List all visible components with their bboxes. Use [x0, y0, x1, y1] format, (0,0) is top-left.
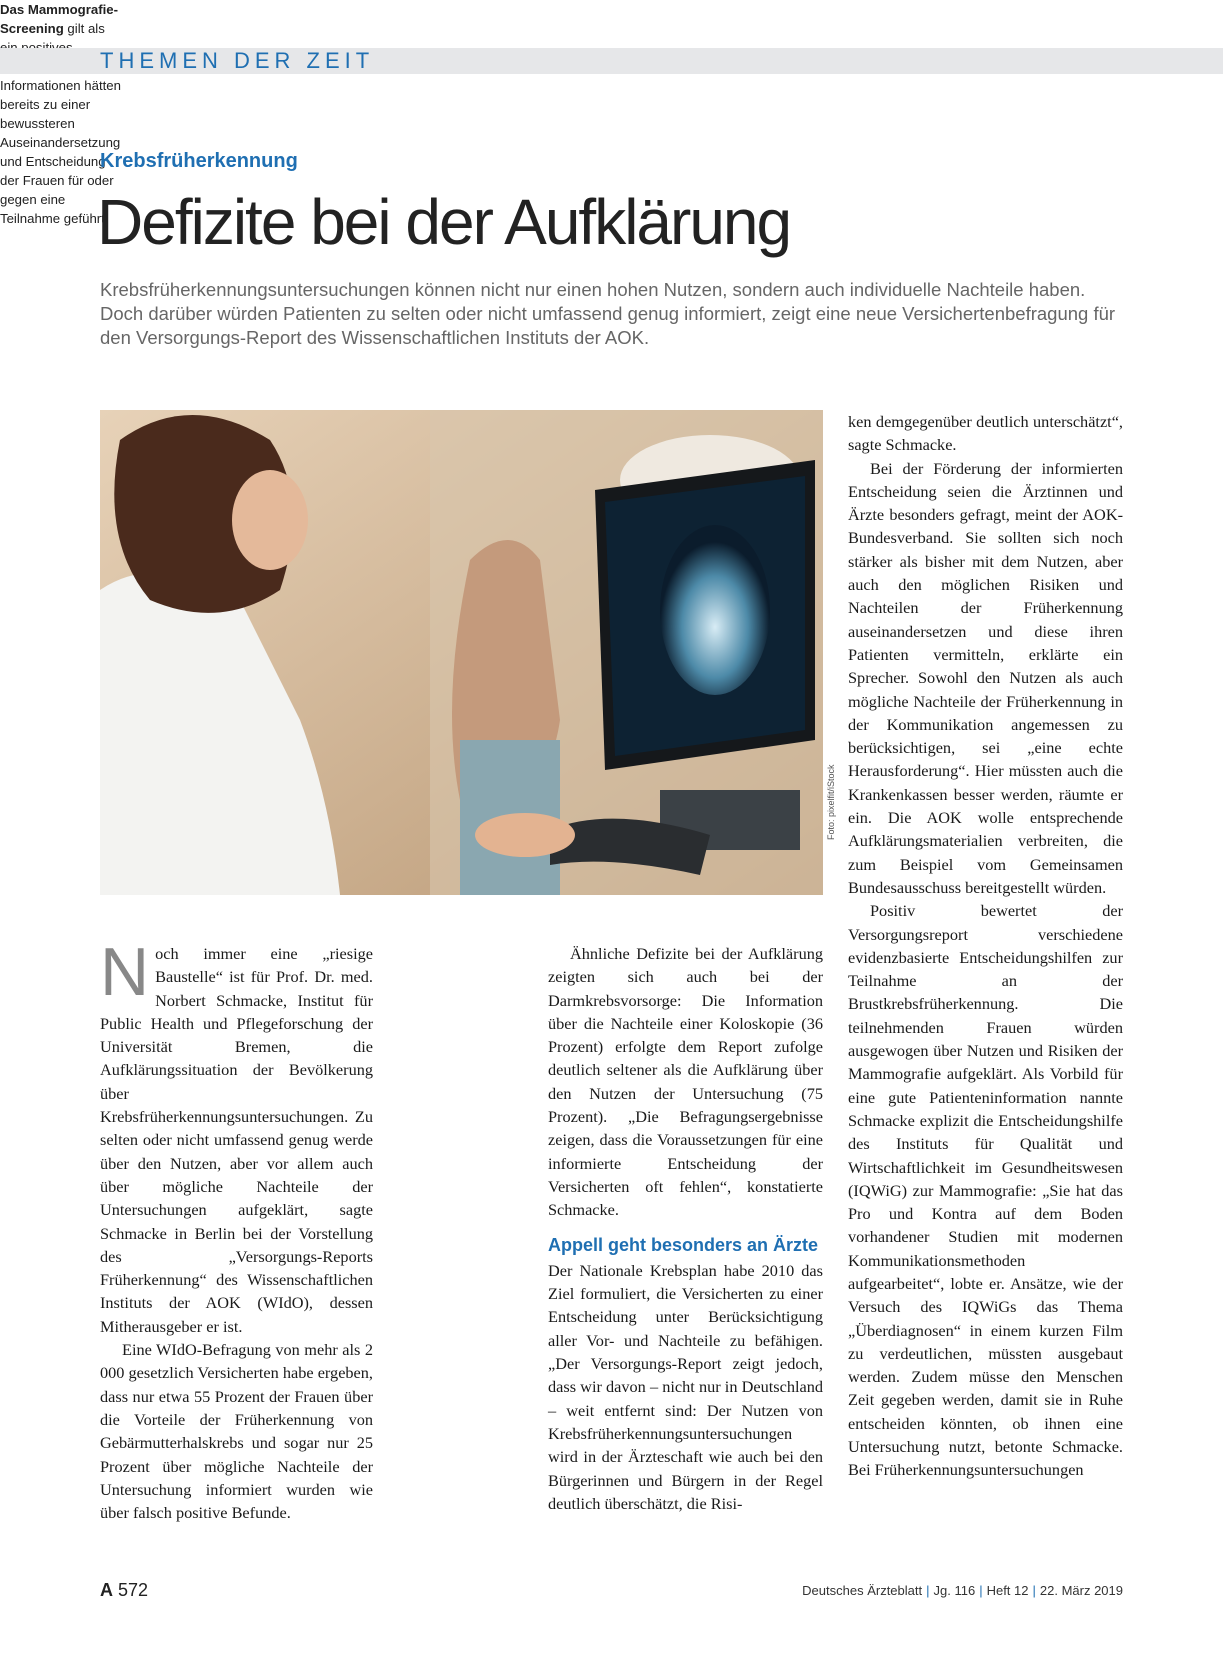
paragraph: Eine WIdO-Befragung von mehr als 2 000 gesetzlich Versicherten habe ergeben, dass nur etwa 55 Prozent der Frauen über die Vorteile der Früherkennung von Gebärmutterhalskrebs und sogar nur 25 Prozent über mögliche Nachteile der Untersuchung informiert wurden wie über falsch positive Befunde. — [100, 1340, 373, 1523]
caption-bold: Das Mammografie-Screening — [0, 2, 118, 36]
drop-cap: N — [100, 934, 150, 1010]
paragraph: Bei der Förderung der informierten Entscheidung seien die Ärztinnen und Ärzte besonders gefragt, meint der AOK-Bundesverband. Sie sollten sich noch stärker als bisher mit dem Nutzen, aber auch den möglichen Risiken und Nachteilen der Früherkennung auseinandersetzen und diese ihren Patienten vermitteln, erklärte ein Sprecher. Sowohl den Nutzen als auch mögliche Nachteile der Früherkennung in der Kommunikation angemessen zu berücksichtigen, sei „eine echte Herausforderung“. Hier müssten auch die Krankenkassen besser werden, räumte er ein. Die AOK wolle entsprechende Aufklärungsmaterialien verbreiten, die zum Beispiel vom Gemeinsamen Bundesausschuss bereitgestellt würden. — [848, 458, 1123, 897]
mammography-photo-illustration — [100, 410, 823, 895]
journal-issue: Heft 12 — [986, 1583, 1029, 1598]
paragraph: Der Nationale Krebsplan habe 2010 das Ziel formuliert, die Versicherten zu einer Entscheidung unter Berücksichtigung aller Vor- und Nachteile zu befähigen. „Der Versorgungs-Report zeigt jedoch, dass wir davon – nicht nur in Deutschland – weit entfernt sind: Der Nutzen von Krebsfrüherkennungsuntersuchungen wird in der Ärzteschaft wie auch bei den Bürgerinnen und Bürgern in der Regel deutlich überschätzt, die Risi- — [548, 1260, 823, 1513]
page-number-value: 572 — [118, 1580, 149, 1600]
paragraph: ken demgegenüber deutlich unterschätzt“, sagte Schmacke. — [848, 412, 1123, 455]
column-4 — [848, 410, 1123, 1482]
journal-volume: Jg. 116 — [933, 1583, 976, 1598]
caption-text: gilt als Informationen hätten bereits zu einer bewussteren Auseinandersetzung und Entscheidung der Frauen für oder gegen eine Teilnahme geführt. — [0, 21, 121, 226]
article-photo — [100, 410, 823, 895]
paragraph: Positiv bewertet der Versorgungsreport verschiedene evidenzbasierte Entscheidungshilfen zur Teilnahme an der Brustkrebsfrüherkennung. Die teilnehmenden Frauen würden ausgewogen über Nutzen und Risiken der Mammografie aufgeklärt. Als Vorbild für eine gute Patienteninformation nannte Schmacke explizit die Entscheidungshilfe des Instituts für Qualität und Wirtschaftlichkeit im Gesundheitswesen (IQWiG) zur Mammografie: „Sie hat das Pro und Kontra auf dem Boden vorhandener Studien mit modernen Kommunikationsmethoden aufgearbeitet“, lobte er. Ansätze, wie der Versuch des IQWiGs das Thema „Überdiagnosen“ in einem kurzen Film zu verdeutlichen, müssten ausgebaut werden. Zudem müsse den Menschen Zeit gegeben werden, damit sie in Ruhe entscheiden könnten, ob ihnen eine Untersuchung nutzt, betonte Schmacke. Bei Früherkennungsuntersuchungen — [848, 901, 1123, 1480]
article-lede: Krebsfrüherkennungsuntersuchungen können nicht nur einen hohen Nutzen, sondern auch individuelle Nachteile haben. Doch darüber würden Patienten zu selten oder nicht umfassend genug informiert, zeigt eine neue Versichertenbefragung für den Versorgungs-Report des Wissenschaftlichen Instituts der AOK. — [100, 279, 1116, 348]
page-prefix: A — [100, 1580, 113, 1600]
subheading: Appell geht besonders an Ärzte — [548, 1234, 819, 1255]
paragraph-text: och immer eine „riesige Baustelle“ ist für Prof. Dr. med. Norbert Schmacke, Institut für Public Health und Pflegeforschung der Universität Bremen, die Aufklärungssituation der Bevölkerung über Krebsfrüherkennungsuntersuchungen. Zu selten oder nicht umfassend genug werde über den Nutzen, aber vor allem auch über mögliche Nachteile der Untersuchungen aufgeklärt, sagte Schmacke in Berlin bei der Vorstellung des „Versorgungs-Reports Früherkennung“ des Wissenschaftlichen Instituts der AOK (WIdO), dessen Mitherausgeber er ist. — [100, 944, 373, 1336]
journal-date: 22. März 2019 — [1039, 1583, 1123, 1598]
article-title: Defizite bei der Aufklärung — [97, 186, 791, 258]
paragraph: Ähnliche Defizite bei der Aufklärung zeigten sich auch bei der Darmkrebsvorsorge: Die Information über die Nachteile einer Koloskopie (36 Prozent) erfolgte dem Report zufolge deutlich seltener als die Aufklärung über den Nutzen der Untersuchung (75 Prozent). „Die Befragungsergebnisse zeigen, dass die Voraussetzungen für eine informierte Entscheidung der Versicherten oft fehlen“, konstatierte Schmacke. — [548, 944, 823, 1220]
column-3 — [548, 942, 823, 1515]
section-label: THEMEN DER ZEIT — [100, 48, 375, 73]
photo-credit: Foto: pixelfit/iStock — [826, 764, 836, 840]
article-kicker: Krebsfrüherkennung — [100, 150, 298, 172]
journal-name: Deutsches Ärzteblatt — [802, 1583, 923, 1598]
journal-reference: Deutsches Ärzteblatt | Jg. 116 | Heft 12 | 22. März 2019 — [802, 1583, 1123, 1598]
column-1 — [100, 934, 373, 1524]
paragraph — [100, 934, 373, 1338]
page-number — [100, 1580, 148, 1601]
